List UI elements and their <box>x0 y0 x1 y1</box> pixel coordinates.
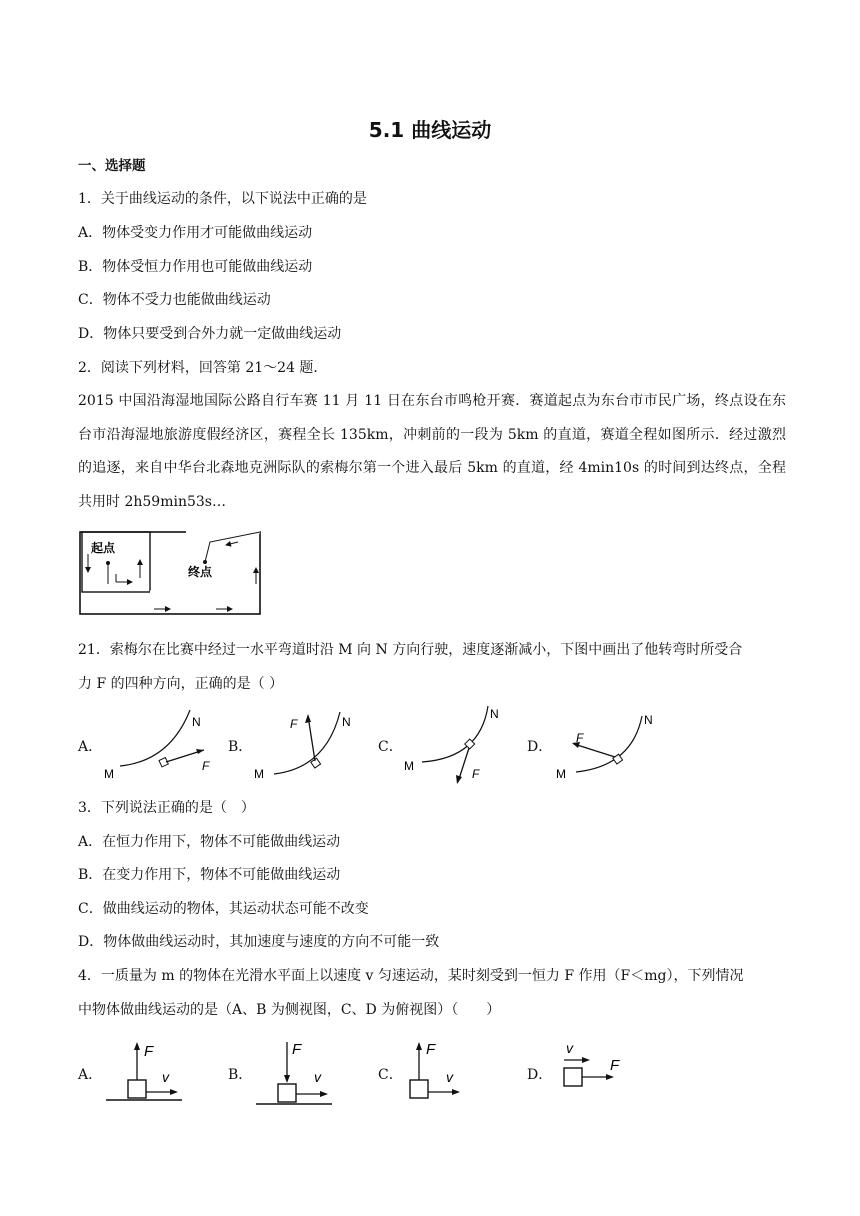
force-label: F <box>144 1043 154 1060</box>
q4-diagram-a <box>104 1036 194 1106</box>
section-heading: 一、选择题 <box>78 158 146 174</box>
velocity-label: v <box>446 1069 453 1085</box>
map-end-label: 终点 <box>188 565 213 579</box>
velocity-label: v <box>162 1069 169 1085</box>
velocity-label: v <box>566 1040 573 1056</box>
q21-option-b-label: B． <box>228 739 253 755</box>
map-start-label: 起点 <box>91 541 116 555</box>
q21-diagram-b <box>250 706 360 782</box>
q1-option-d: D．物体只要受到合外力就一定做曲线运动 <box>78 326 342 342</box>
point-n-label: N <box>342 715 351 729</box>
q3-option-a: A．在恒力作用下，物体不可能做曲线运动 <box>78 834 341 850</box>
q4-stem-line2: 中物体做曲线运动的是（A、B 为侧视图，C、D 为俯视图）（ ） <box>78 1002 501 1018</box>
q4-diagram-b <box>254 1036 344 1108</box>
q4-option-b-label: B． <box>228 1067 253 1083</box>
velocity-label: v <box>314 1069 321 1085</box>
q3-option-b: B．在变力作用下，物体不可能做曲线运动 <box>78 867 341 883</box>
q3-option-c: C．做曲线运动的物体，其运动状态可能不改变 <box>78 901 369 917</box>
q2-stem: 2．阅读下列材料，回答第 21～24 题． <box>78 360 328 376</box>
point-n-label: N <box>490 707 499 721</box>
q1-option-b: B．物体受恒力作用也可能做曲线运动 <box>78 259 313 275</box>
q4-stem-line1: 4．一质量为 m 的物体在光滑水平面上以速度 v 匀速运动，某时刻受到一恒力 F 作用（F＜mg），下列情况 <box>78 968 744 984</box>
q4-diagram-c <box>404 1036 484 1106</box>
q1-option-c: C．物体不受力也能做曲线运动 <box>78 292 271 308</box>
q21-diagram-c <box>400 700 510 786</box>
q3-stem: 3．下列说法正确的是（ ） <box>78 800 255 816</box>
page-title: 5.1 曲线运动 <box>368 118 492 142</box>
q21-diagram-d <box>552 708 670 784</box>
point-m-label: M <box>556 767 566 781</box>
q21-diagram-a <box>100 706 220 782</box>
q3-option-d: D．物体做曲线运动时，其加速度与速度的方向不可能一致 <box>78 934 440 950</box>
force-label: F <box>202 759 210 773</box>
q1-option-a: A．物体受变力作用才可能做曲线运动 <box>78 225 313 241</box>
q4-diagram-d <box>552 1040 642 1100</box>
q4-option-c-label: C． <box>378 1067 403 1083</box>
force-label: F <box>426 1041 436 1058</box>
q21-option-c-label: C． <box>378 739 403 755</box>
point-n-label: N <box>644 713 653 727</box>
q4-option-a-label: A． <box>78 1067 103 1083</box>
force-label: F <box>290 717 298 731</box>
point-n-label: N <box>192 715 201 729</box>
point-m-label: M <box>104 767 114 781</box>
q2-passage: 2015 中国沿海湿地国际公路自行车赛 11 月 11 日在东台市鸣枪开赛．赛道起点为东台市市民广场，终点设在东台市沿海湿地旅游度假经济区，赛程全长 135km，冲刺前的一段为 5km 的直道，赛道全程如图所示．经过激烈的追逐，来自中华台北森地克洲际队的索梅尔第一个进入最后 5km 的直道，经 4min10s 的时间到达终点，全程共用时 2h59min53s… <box>78 393 786 510</box>
q21-stem-line2: 力 F 的四种方向，正确的是（ ） <box>78 676 284 692</box>
force-label: F <box>610 1057 620 1074</box>
q21-option-a-label: A． <box>78 739 103 755</box>
q4-option-d-label: D． <box>527 1067 553 1083</box>
force-label: F <box>472 767 480 781</box>
race-course-map <box>78 528 268 618</box>
q21-stem-line1: 21．索梅尔在比赛中经过一水平弯道时沿 M 向 N 方向行驶，速度逐渐减小，下图中画出了他转弯时所受合 <box>78 642 743 658</box>
force-label: F <box>576 731 584 745</box>
q21-option-d-label: D． <box>527 739 553 755</box>
force-label: F <box>292 1041 302 1058</box>
q1-stem: 1．关于曲线运动的条件，以下说法中正确的是 <box>78 191 367 207</box>
point-m-label: M <box>254 767 264 781</box>
point-m-label: M <box>404 759 414 773</box>
